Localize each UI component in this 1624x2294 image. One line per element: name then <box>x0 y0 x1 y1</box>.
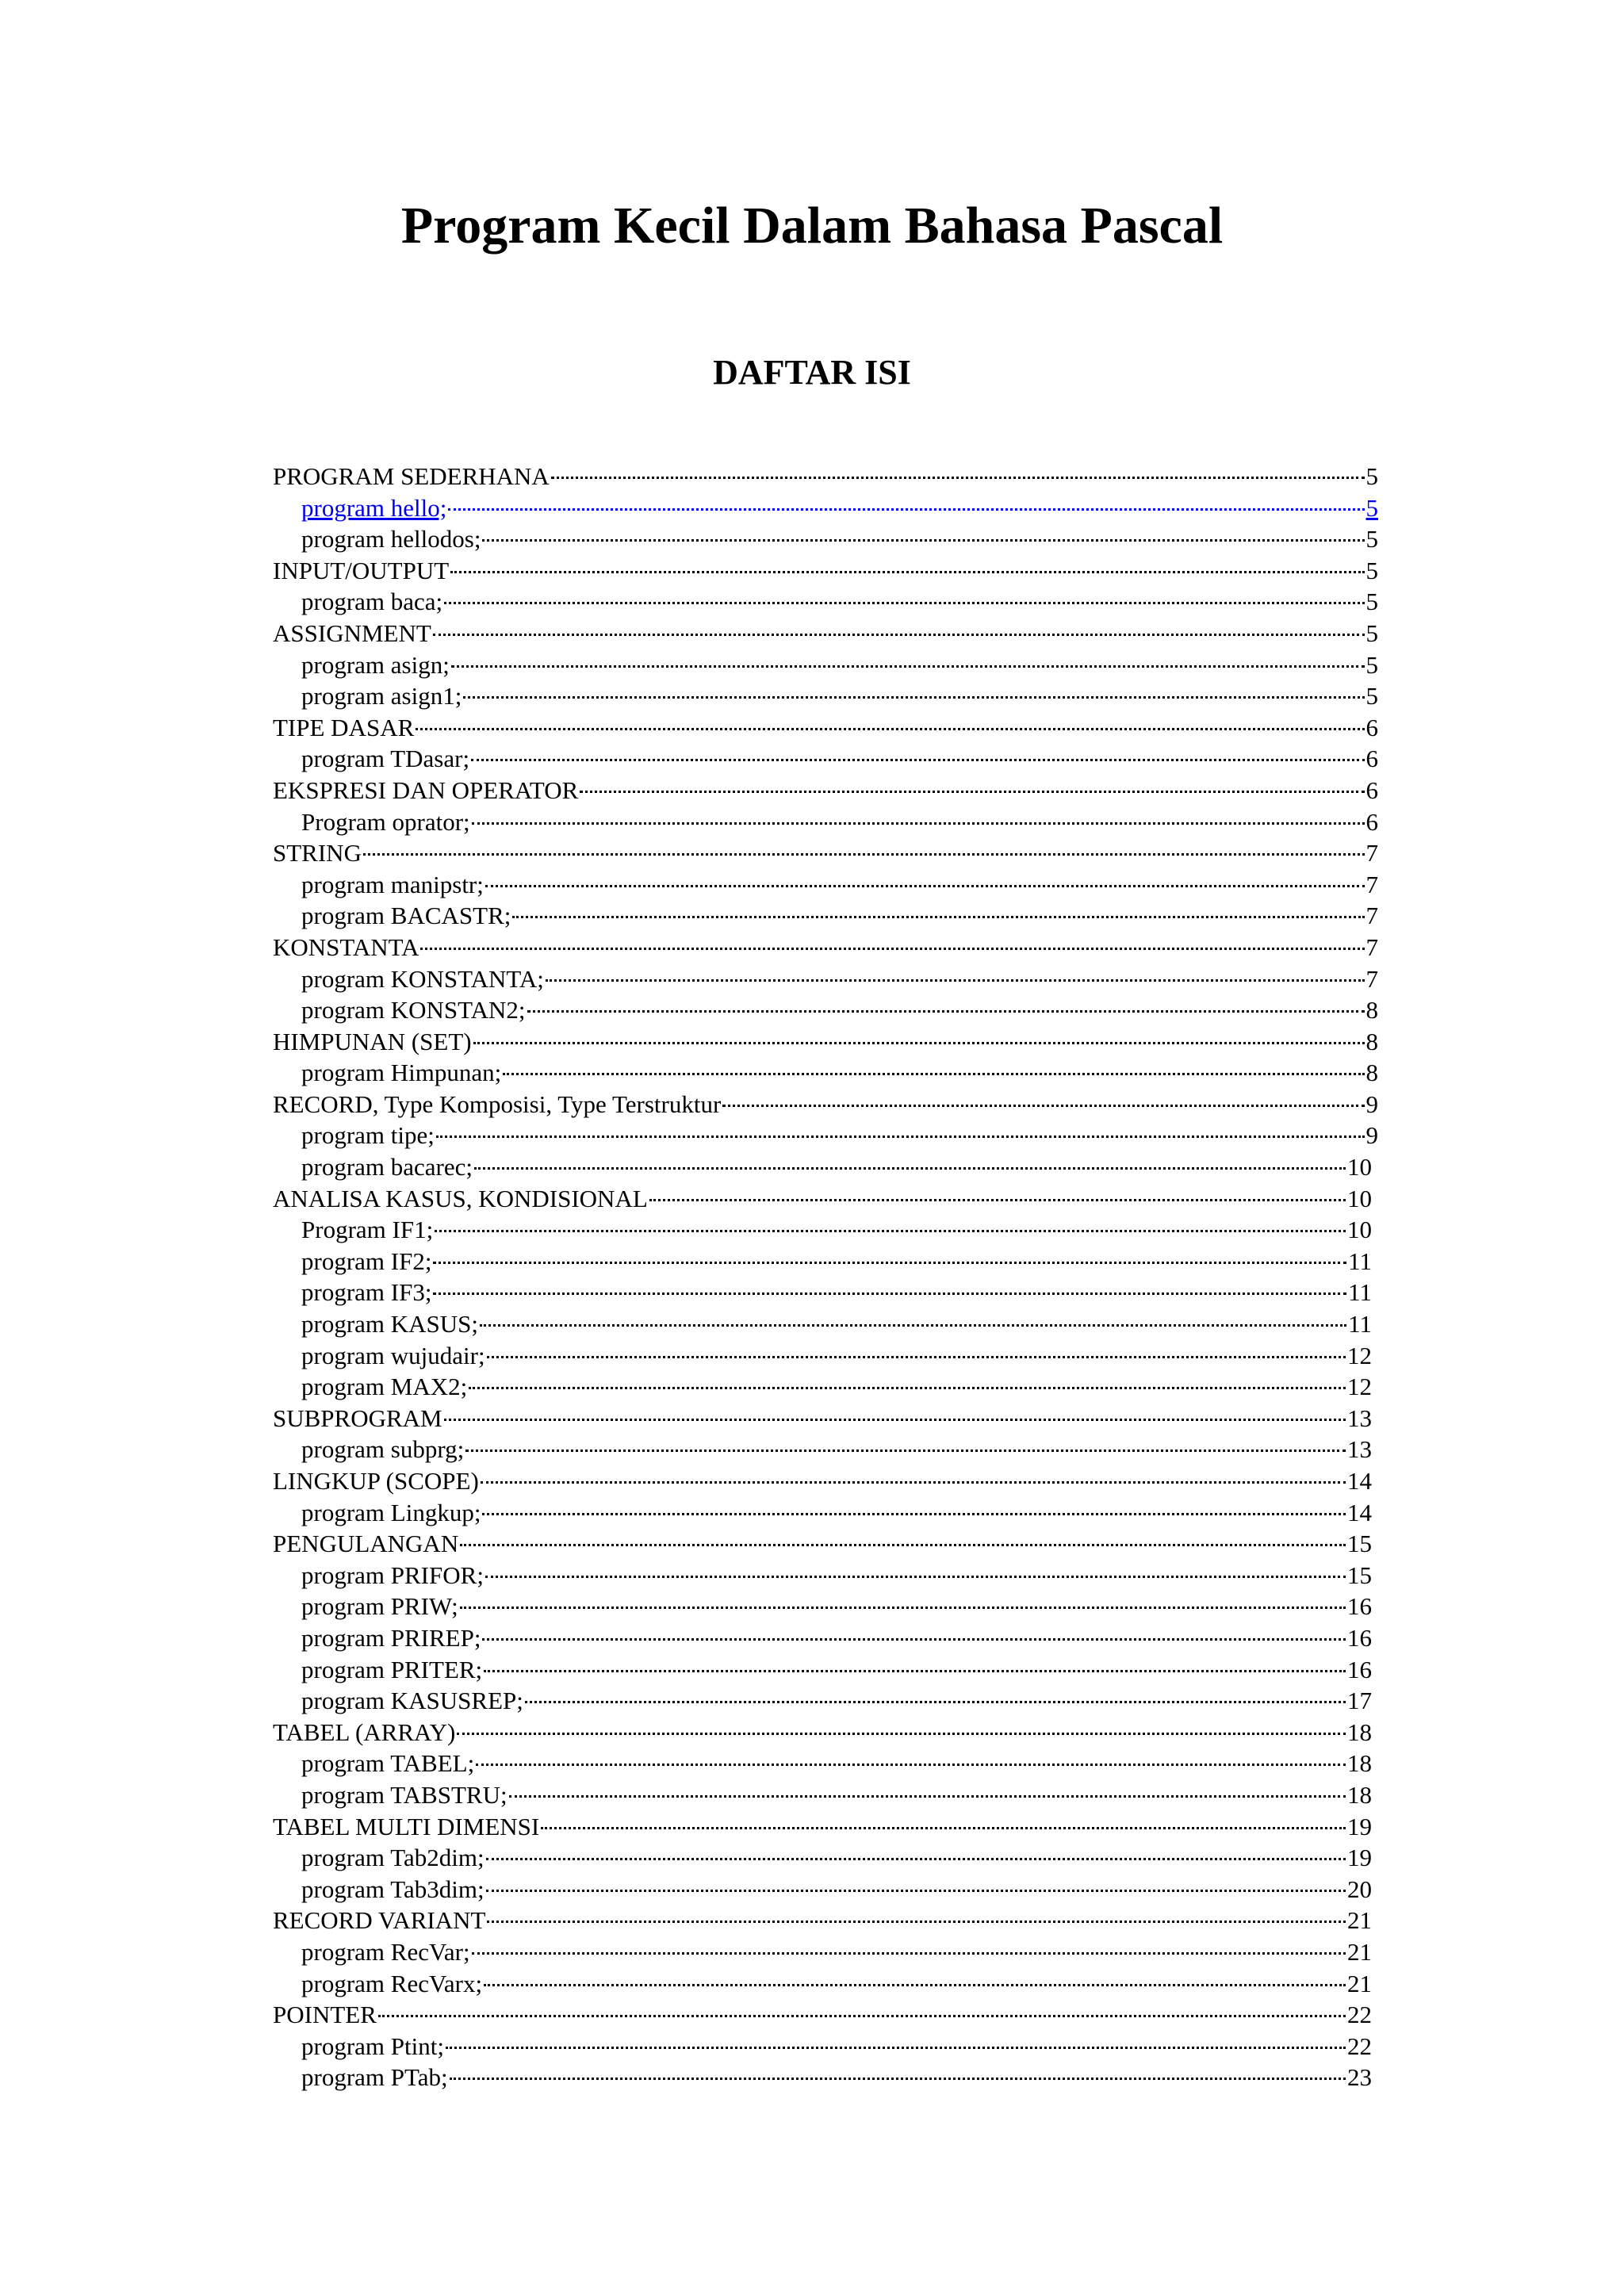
toc-section-entry[interactable] <box>273 1528 1372 1560</box>
toc-entry-title: program PRITER; <box>301 1655 483 1683</box>
toc-subentry[interactable] <box>273 1874 1372 1905</box>
toc-entry-title: SUBPROGRAM <box>273 1404 442 1432</box>
toc-dot-leader <box>473 1042 1365 1044</box>
toc-page-number: 6 <box>1365 745 1378 773</box>
toc-entry-title: PROGRAM SEDERHANA <box>273 462 550 490</box>
toc-entry-title: STRING <box>273 839 362 867</box>
toc-page-number: 6 <box>1365 713 1378 741</box>
toc-page-number: 5 <box>1365 650 1378 679</box>
toc-subentry[interactable] <box>273 523 1378 555</box>
toc-section-entry[interactable] <box>273 1183 1372 1215</box>
toc-subentry[interactable] <box>273 869 1378 901</box>
toc-page-number: 5 <box>1365 588 1378 616</box>
toc-entry-title: Program oprator; <box>301 807 470 836</box>
toc-entry-title: program subprg; <box>301 1435 465 1464</box>
toc-entry-title: program Lingkup; <box>301 1498 481 1526</box>
toc-page-number: 15 <box>1347 1561 1372 1589</box>
toc-dot-leader <box>465 1450 1346 1452</box>
toc-entry-title: program RecVarx; <box>301 1969 483 1997</box>
toc-section-entry[interactable] <box>273 1905 1372 1936</box>
toc-dot-leader <box>474 1167 1346 1170</box>
toc-subentry[interactable] <box>273 963 1378 995</box>
toc-subentry[interactable] <box>273 1622 1372 1654</box>
toc-entry-title: program KONSTANTA; <box>301 964 544 993</box>
toc-dot-leader <box>481 1481 1346 1484</box>
toc-entry-title: program Ptint; <box>301 2032 444 2060</box>
toc-dot-leader <box>444 1419 1346 1421</box>
toc-section-entry[interactable] <box>273 618 1378 649</box>
toc-section-entry[interactable] <box>273 1811 1372 1843</box>
toc-subentry[interactable] <box>273 1057 1378 1089</box>
toc-entry-title: program PRIW; <box>301 1592 458 1621</box>
toc-section-entry[interactable] <box>273 775 1378 806</box>
toc-dot-leader <box>580 791 1364 793</box>
toc-dot-leader <box>448 508 1364 511</box>
toc-dot-leader <box>433 634 1365 636</box>
toc-dot-leader <box>451 665 1365 668</box>
toc-entry-title: INPUT/OUTPUT <box>273 556 450 584</box>
toc-page-number: 5 <box>1365 493 1378 522</box>
toc-dot-leader <box>471 759 1364 761</box>
toc-dot-leader <box>460 1607 1346 1609</box>
toc-entry-title: ASSIGNMENT <box>273 618 431 647</box>
toc-dot-leader <box>486 1890 1346 1892</box>
toc-dot-leader <box>487 1921 1346 1923</box>
toc-entry-title: PENGULANGAN <box>273 1530 459 1558</box>
toc-page-number: 15 <box>1347 1530 1372 1558</box>
toc-dot-leader <box>509 1795 1346 1798</box>
toc-entry-title: program PTab; <box>301 2063 448 2092</box>
toc-dot-leader <box>433 1293 1346 1295</box>
toc-page-number: 7 <box>1365 902 1378 930</box>
toc-subentry[interactable] <box>273 1842 1372 1874</box>
toc-page-number: 8 <box>1365 1059 1378 1087</box>
toc-entry-title: program TABEL; <box>301 1749 475 1778</box>
toc-entry-title: program IF2; <box>301 1247 432 1275</box>
toc-page-number: 7 <box>1365 964 1378 993</box>
toc-dot-leader <box>457 1733 1346 1735</box>
toc-dot-leader <box>420 948 1364 950</box>
toc-dot-leader <box>476 1764 1346 1766</box>
toc-page-number: 22 <box>1347 2032 1372 2060</box>
toc-subentry[interactable] <box>273 1936 1372 1968</box>
toc-dot-leader <box>527 1010 1365 1013</box>
toc-page-number: 7 <box>1365 933 1378 961</box>
toc-page-number: 18 <box>1347 1749 1372 1778</box>
toc-dot-leader <box>486 1858 1346 1860</box>
toc-dot-leader <box>484 1984 1346 1986</box>
toc-heading: DAFTAR ISI <box>713 353 911 392</box>
toc-entry-title: program TDasar; <box>301 745 470 773</box>
toc-page-number: 13 <box>1347 1435 1372 1464</box>
toc-dot-leader <box>482 1638 1346 1641</box>
toc-page-number: 19 <box>1347 1812 1372 1840</box>
toc-entry-title: TABEL (ARRAY) <box>273 1718 456 1746</box>
toc-entry-title: program manipstr; <box>301 870 484 898</box>
toc-page-number: 11 <box>1348 1278 1372 1307</box>
toc-page-number: 10 <box>1347 1153 1372 1181</box>
toc-entry-title: LINGKUP (SCOPE) <box>273 1467 479 1495</box>
toc-page-number: 10 <box>1347 1216 1372 1244</box>
toc-page-number: 12 <box>1347 1373 1372 1401</box>
toc-section-entry[interactable] <box>273 1465 1372 1497</box>
toc-subentry[interactable] <box>273 1120 1378 1151</box>
toc-subentry[interactable] <box>273 649 1378 681</box>
toc-dot-leader <box>450 571 1364 573</box>
toc-subentry[interactable] <box>273 1685 1372 1717</box>
toc-entry-title: program baca; <box>301 588 443 616</box>
toc-subentry[interactable] <box>273 1214 1372 1246</box>
toc-page-number: 21 <box>1347 1906 1372 1935</box>
toc-subentry[interactable] <box>273 492 1378 524</box>
toc-subentry[interactable] <box>273 1654 1372 1686</box>
toc-subentry[interactable] <box>273 1968 1372 2000</box>
table-of-contents <box>273 461 1383 2093</box>
toc-dot-leader <box>503 1073 1364 1075</box>
toc-dot-leader <box>512 916 1364 918</box>
toc-subentry[interactable] <box>273 806 1378 838</box>
toc-entry-title: program PRIFOR; <box>301 1561 484 1589</box>
toc-entry-title: RECORD, Type Komposisi, Type Terstruktur <box>273 1090 722 1118</box>
toc-page-number: 16 <box>1347 1623 1372 1652</box>
toc-entry-title: ANALISA KASUS, KONDISIONAL <box>273 1184 648 1212</box>
toc-dot-leader <box>649 1199 1346 1201</box>
toc-dot-leader <box>472 1952 1346 1955</box>
toc-page-number: 5 <box>1365 682 1378 710</box>
document-title: Program Kecil Dalam Bahasa Pascal <box>400 197 1224 255</box>
toc-entry-title: program TABSTRU; <box>301 1780 508 1809</box>
toc-page-number: 5 <box>1365 556 1378 584</box>
toc-section-entry[interactable] <box>273 555 1378 587</box>
toc-entry-title: program KASUS; <box>301 1310 479 1338</box>
toc-page-number: 9 <box>1365 1121 1378 1150</box>
toc-page-number: 10 <box>1347 1184 1372 1212</box>
toc-page-number: 21 <box>1347 1969 1372 1997</box>
toc-section-entry[interactable] <box>273 712 1378 744</box>
toc-entry-title: TIPE DASAR <box>273 713 415 741</box>
toc-subentry[interactable] <box>273 1151 1372 1183</box>
toc-page-number: 5 <box>1365 525 1378 553</box>
toc-entry-title: program PRIREP; <box>301 1623 481 1652</box>
toc-subentry[interactable] <box>273 1779 1372 1811</box>
toc-page-number: 18 <box>1347 1718 1372 1746</box>
toc-entry-title: RECORD VARIANT <box>273 1906 486 1935</box>
toc-dot-leader <box>460 1544 1346 1546</box>
toc-entry-title: program Himpunan; <box>301 1059 502 1087</box>
toc-section-entry[interactable] <box>273 1403 1372 1434</box>
toc-entry-title: POINTER <box>273 2001 377 2029</box>
toc-section-entry[interactable] <box>273 1026 1378 1058</box>
toc-page-number: 13 <box>1347 1404 1372 1432</box>
toc-entry-title: EKSPRESI DAN OPERATOR <box>273 776 579 804</box>
toc-page-number: 17 <box>1347 1687 1372 1715</box>
toc-subentry[interactable] <box>273 1434 1372 1465</box>
toc-dot-leader <box>450 2078 1346 2080</box>
toc-dot-leader <box>378 2015 1346 2017</box>
toc-subentry[interactable] <box>273 2031 1372 2062</box>
toc-subentry[interactable] <box>273 1308 1372 1340</box>
toc-entry-title: KONSTANTA <box>273 933 419 961</box>
toc-section-entry[interactable] <box>273 1999 1372 2031</box>
toc-page-number: 8 <box>1365 1027 1378 1055</box>
toc-dot-leader <box>433 1262 1346 1264</box>
toc-page-number: 7 <box>1365 870 1378 898</box>
toc-entry-title: program Tab3dim; <box>301 1875 485 1903</box>
toc-entry-title: program RecVar; <box>301 1937 470 1966</box>
toc-subentry[interactable] <box>273 1340 1372 1372</box>
toc-dot-leader <box>444 602 1364 604</box>
toc-subentry[interactable] <box>273 1591 1372 1622</box>
toc-dot-leader <box>436 1136 1365 1138</box>
toc-subentry[interactable] <box>273 900 1378 932</box>
toc-dot-leader <box>722 1105 1364 1107</box>
toc-page-number: 20 <box>1347 1875 1372 1903</box>
toc-entry-title: program Tab2dim; <box>301 1844 485 1872</box>
toc-page-number: 16 <box>1347 1592 1372 1621</box>
toc-page-number: 21 <box>1347 1937 1372 1966</box>
toc-dot-leader <box>363 853 1365 856</box>
toc-subentry[interactable] <box>273 1371 1372 1403</box>
toc-entry-title: HIMPUNAN (SET) <box>273 1027 472 1055</box>
toc-entry-title: program asign1; <box>301 682 462 710</box>
toc-dot-leader <box>472 822 1365 825</box>
toc-dot-leader <box>485 1576 1346 1578</box>
toc-dot-leader <box>485 885 1365 887</box>
toc-subentry[interactable] <box>273 2062 1372 2093</box>
toc-subentry[interactable] <box>273 586 1378 618</box>
toc-dot-leader <box>525 1701 1346 1703</box>
toc-entry-title: program bacarec; <box>301 1153 473 1181</box>
toc-dot-leader <box>416 728 1364 730</box>
toc-page-number: 18 <box>1347 1780 1372 1809</box>
toc-section-entry[interactable] <box>273 1089 1378 1120</box>
toc-dot-leader <box>482 1513 1346 1515</box>
toc-page-number: 14 <box>1347 1467 1372 1495</box>
toc-dot-leader <box>541 1827 1346 1829</box>
toc-page-number: 7 <box>1365 839 1378 867</box>
toc-page-number: 22 <box>1347 2001 1372 2029</box>
toc-subentry[interactable] <box>273 1748 1372 1779</box>
toc-page-number: 11 <box>1348 1310 1372 1338</box>
toc-entry-title: program KONSTAN2; <box>301 996 526 1024</box>
toc-entry-title: program hello; <box>301 493 447 522</box>
toc-entry-title: TABEL MULTI DIMENSI <box>273 1812 540 1840</box>
toc-page-number: 12 <box>1347 1341 1372 1369</box>
toc-page-number: 8 <box>1365 996 1378 1024</box>
toc-dot-leader <box>546 979 1365 982</box>
toc-page-number: 16 <box>1347 1655 1372 1683</box>
toc-page-number: 9 <box>1365 1090 1378 1118</box>
toc-subentry[interactable] <box>273 680 1378 712</box>
toc-dot-leader <box>482 539 1364 542</box>
toc-entry-title: Program IF1; <box>301 1216 434 1244</box>
toc-page-number: 5 <box>1365 618 1378 647</box>
toc-dot-leader <box>446 2047 1346 2049</box>
toc-subentry[interactable] <box>273 1560 1372 1591</box>
toc-dot-leader <box>469 1387 1346 1389</box>
toc-page-number: 5 <box>1365 462 1378 490</box>
toc-entry-title: program tipe; <box>301 1121 435 1150</box>
toc-dot-leader <box>480 1324 1346 1327</box>
toc-dot-leader <box>435 1230 1346 1232</box>
toc-dot-leader <box>463 696 1364 699</box>
toc-page-number: 6 <box>1365 776 1378 804</box>
toc-subentry[interactable] <box>273 1277 1372 1308</box>
toc-dot-leader <box>484 1670 1346 1672</box>
toc-page-number: 23 <box>1347 2063 1372 2092</box>
toc-entry-title: program KASUSREP; <box>301 1687 523 1715</box>
toc-subentry[interactable] <box>273 1497 1372 1529</box>
toc-subentry[interactable] <box>273 994 1378 1026</box>
toc-page-number: 6 <box>1365 807 1378 836</box>
toc-entry-title: program asign; <box>301 650 450 679</box>
toc-section-entry[interactable] <box>273 1717 1372 1748</box>
toc-dot-leader <box>487 1356 1346 1358</box>
toc-entry-title: program IF3; <box>301 1278 432 1307</box>
toc-section-entry[interactable] <box>273 837 1378 869</box>
toc-entry-title: program wujudair; <box>301 1341 485 1369</box>
toc-subentry[interactable] <box>273 1246 1372 1277</box>
toc-page-number: 19 <box>1347 1844 1372 1872</box>
toc-entry-title: program BACASTR; <box>301 902 511 930</box>
toc-section-entry[interactable] <box>273 932 1378 963</box>
toc-entry-title: program hellodos; <box>301 525 481 553</box>
toc-subentry[interactable] <box>273 743 1378 775</box>
toc-section-entry[interactable] <box>273 461 1378 492</box>
toc-page-number: 11 <box>1348 1247 1372 1275</box>
toc-entry-title: program MAX2; <box>301 1373 468 1401</box>
toc-page-number: 14 <box>1347 1498 1372 1526</box>
toc-dot-leader <box>551 477 1365 479</box>
